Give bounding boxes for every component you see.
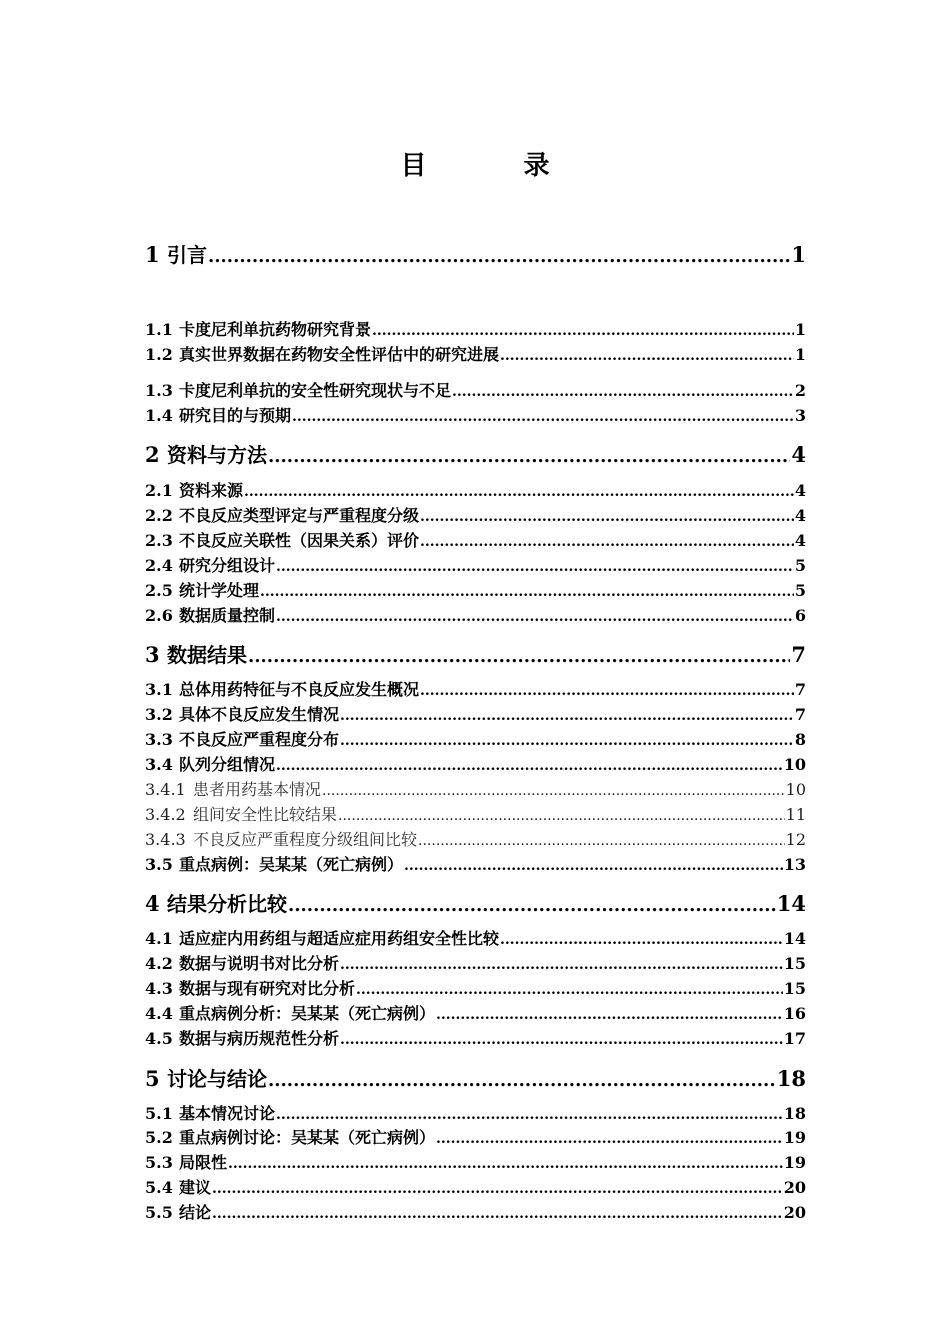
toc-entry-number: 4.5: [145, 1029, 173, 1048]
toc-entry-page: 2: [794, 381, 806, 400]
toc-entry-page: 5: [794, 556, 806, 575]
toc-entry-page: 14: [783, 929, 806, 948]
toc-entry-number: 3.1: [145, 680, 173, 699]
toc-entry-page: 8: [794, 730, 806, 749]
toc-dot-leader: [404, 858, 783, 875]
toc-entry-number: 1.1: [145, 320, 173, 339]
toc-entry[interactable]: [145, 780, 806, 800]
toc-entry-number: 2: [145, 442, 160, 467]
toc-entry-page: 12: [785, 830, 806, 849]
toc-entry-number: 3.4.3: [145, 830, 186, 849]
toc-entry-number: 3.4.1: [145, 780, 186, 799]
toc-entry-title: 重点病例讨论：吴某某（死亡病例）: [179, 1128, 436, 1147]
toc-entry-title: 建议: [179, 1178, 212, 1197]
toc-entry-page: 4: [794, 506, 806, 525]
toc-entry-title: 数据与病历规范性分析: [179, 1029, 340, 1048]
toc-entry[interactable]: [145, 345, 806, 365]
toc-dot-leader: [292, 409, 794, 426]
toc-entry[interactable]: [145, 1104, 806, 1124]
toc-entry-title: 数据与说明书对比分析: [179, 954, 340, 973]
toc-entry-title: 引言: [167, 243, 207, 267]
toc-entry-title: 统计学处理: [179, 581, 260, 600]
toc-entry-number: 5.5: [145, 1203, 173, 1222]
toc-dot-leader: [356, 982, 783, 999]
toc-entry-page: 13: [783, 855, 806, 874]
toc-entry[interactable]: [145, 481, 806, 501]
toc-entry-number: 3.5: [145, 855, 173, 874]
toc-entry-page: 18: [783, 1104, 806, 1123]
toc-entry-page: 15: [783, 979, 806, 998]
toc-entry[interactable]: [145, 1128, 806, 1148]
toc-dot-leader: [276, 559, 794, 576]
toc-dot-leader: [452, 384, 794, 401]
toc-dot-leader: [420, 509, 794, 526]
toc-entry-number: 2.1: [145, 481, 173, 500]
toc-entry-number: 4.4: [145, 1004, 173, 1023]
toc-entry-number: 2.6: [145, 606, 173, 625]
toc-entry[interactable]: [145, 929, 806, 949]
toc-dot-leader: [500, 932, 783, 949]
toc-dot-leader: [340, 708, 794, 725]
toc-entry-title: 真实世界数据在药物安全性评估中的研究进展: [179, 345, 500, 364]
toc-entry-title: 重点病例分析：吴某某（死亡病例）: [179, 1004, 436, 1023]
toc-dot-leader: [500, 348, 794, 365]
toc-entry[interactable]: [145, 556, 806, 576]
toc-entry-page: 7: [791, 642, 806, 667]
toc-entry-number: 3.3: [145, 730, 173, 749]
toc-entry-page: 19: [783, 1153, 806, 1172]
toc-dot-leader: [276, 1107, 783, 1124]
toc-entry-page: 10: [785, 780, 806, 799]
toc-entry-title: 组间安全性比较结果: [193, 805, 338, 824]
toc-dot-leader: [260, 584, 794, 601]
toc-entry-page: 6: [794, 606, 806, 625]
toc-dot-leader: [212, 1206, 783, 1223]
toc-entry-title: 研究目的与预期: [179, 406, 292, 425]
toc-dot-leader: [212, 1181, 783, 1198]
toc-entry[interactable]: [145, 855, 806, 875]
toc-entry-number: 4: [145, 891, 160, 916]
toc-entry-title: 队列分组情况: [179, 755, 276, 774]
toc-entry[interactable]: [145, 642, 806, 668]
toc-entry-title: 局限性: [179, 1153, 228, 1172]
toc-entry[interactable]: [145, 830, 806, 850]
toc-entry-title: 具体不良反应发生情况: [179, 705, 340, 724]
toc-entry-title: 患者用药基本情况: [193, 780, 322, 799]
toc-entry[interactable]: [145, 755, 806, 775]
toc-entry-page: 15: [783, 954, 806, 973]
toc-entry-title: 卡度尼利单抗药物研究背景: [179, 320, 372, 339]
toc-dot-leader: [436, 1007, 783, 1024]
toc-entry[interactable]: [145, 954, 806, 974]
toc-dot-leader: [436, 1131, 783, 1148]
toc-entry-title: 讨论与结论: [167, 1067, 267, 1091]
toc-entry-page: 4: [794, 531, 806, 550]
toc-entry-page: 11: [785, 805, 806, 824]
toc-entry[interactable]: [145, 242, 806, 268]
toc-entry-number: 1.3: [145, 381, 173, 400]
toc-dot-leader: [418, 833, 785, 850]
toc-entry[interactable]: [145, 381, 806, 401]
toc-entry[interactable]: [145, 705, 806, 725]
toc-dot-leader: [338, 808, 785, 825]
toc-entry-number: 4.3: [145, 979, 173, 998]
toc-entry-number: 5: [145, 1066, 160, 1091]
toc-entry-number: 2.4: [145, 556, 173, 575]
toc-dot-leader: [420, 534, 794, 551]
toc-entry-title: 结果分析比较: [167, 892, 287, 916]
toc-entry-page: 10: [783, 755, 806, 774]
toc-entry-page: 4: [791, 442, 806, 467]
toc-dot-leader: [276, 609, 794, 626]
toc-entry[interactable]: [145, 680, 806, 700]
toc-dot-leader: [340, 1032, 783, 1049]
toc-entry-number: 3: [145, 642, 160, 667]
toc-dot-leader: [268, 1070, 776, 1092]
toc-entry[interactable]: [145, 1029, 806, 1049]
toc-entry-page: 19: [783, 1128, 806, 1147]
toc-entry[interactable]: [145, 506, 806, 526]
toc-entry-title: 卡度尼利单抗的安全性研究现状与不足: [179, 381, 452, 400]
toc-entry-number: 4.1: [145, 929, 173, 948]
toc-entry[interactable]: [145, 406, 806, 426]
toc-entry-title: 研究分组设计: [179, 556, 276, 575]
toc-entry[interactable]: [145, 531, 806, 551]
toc-entry-page: 1: [794, 345, 806, 364]
toc-entry-number: 1.4: [145, 406, 173, 425]
toc-dot-leader: [268, 446, 790, 468]
toc-dot-leader: [420, 683, 794, 700]
toc-entry-number: 4.2: [145, 954, 173, 973]
toc-entry-page: 14: [776, 891, 806, 916]
toc-entry-title: 重点病例：吴某某（死亡病例）: [179, 855, 404, 874]
toc-entry[interactable]: [145, 979, 806, 999]
toc-entry-number: 1: [145, 242, 160, 267]
toc-entry[interactable]: [145, 1203, 806, 1223]
toc-entry[interactable]: [145, 1066, 806, 1092]
toc-entry-page: 4: [794, 481, 806, 500]
toc-entry-title: 不良反应严重程度分布: [179, 730, 340, 749]
toc-entry[interactable]: [145, 1004, 806, 1024]
toc-dot-leader: [208, 246, 790, 268]
toc-dot-leader: [372, 323, 794, 340]
toc-entry-title: 总体用药特征与不良反应发生概况: [179, 680, 420, 699]
toc-entry-page: 20: [783, 1178, 806, 1197]
toc-entry[interactable]: [145, 730, 806, 750]
toc-dot-leader: [244, 484, 794, 501]
toc-entry-page: 7: [794, 680, 806, 699]
toc-entry-page: 20: [783, 1203, 806, 1222]
toc-entry-title: 数据结果: [167, 643, 247, 667]
toc-entry-page: 7: [794, 705, 806, 724]
toc-entry-page: 18: [776, 1066, 806, 1091]
toc-entry-number: 2.3: [145, 531, 173, 550]
toc-entry-page: 3: [794, 406, 806, 425]
toc-dot-leader: [228, 1156, 783, 1173]
toc-dot-leader: [340, 733, 794, 750]
toc-entry-page: 17: [783, 1029, 806, 1048]
toc-dot-leader: [248, 646, 790, 668]
toc-entry-number: 5.1: [145, 1104, 173, 1123]
toc-entry-title: 结论: [179, 1203, 212, 1222]
toc-dot-leader: [288, 895, 776, 917]
toc-entry-title: 资料与方法: [167, 443, 267, 467]
toc-dot-leader: [276, 758, 783, 775]
toc-entry-title: 数据与现有研究对比分析: [179, 979, 356, 998]
toc-entry[interactable]: [145, 891, 806, 917]
toc-entry-number: 2.2: [145, 506, 173, 525]
toc-entry-number: 5.3: [145, 1153, 173, 1172]
toc-entry[interactable]: [145, 320, 806, 340]
toc-entry-title: 不良反应严重程度分级组间比较: [193, 830, 418, 849]
toc-entry-number: 1.2: [145, 345, 173, 364]
toc-entry-page: 16: [783, 1004, 806, 1023]
toc-entry[interactable]: [145, 606, 806, 626]
toc-entry-title: 基本情况讨论: [179, 1104, 276, 1123]
toc-entry-title: 适应症内用药组与超适应症用药组安全性比较: [179, 929, 500, 948]
toc-entry-page: 5: [794, 581, 806, 600]
toc-entry[interactable]: [145, 442, 806, 468]
toc-entry[interactable]: [145, 1153, 806, 1173]
toc-entry-number: 3.4: [145, 755, 173, 774]
toc-dot-leader: [322, 783, 785, 800]
toc-entry-page: 1: [791, 242, 806, 267]
toc-entry-number: 3.2: [145, 705, 173, 724]
toc-entry-number: 3.4.2: [145, 805, 186, 824]
toc-entry-page: 1: [794, 320, 806, 339]
toc-entry-title: 不良反应关联性（因果关系）评价: [179, 531, 420, 550]
toc-entry[interactable]: [145, 581, 806, 601]
toc-entry[interactable]: [145, 805, 806, 825]
toc-entry-number: 5.4: [145, 1178, 173, 1197]
toc-entry-number: 2.5: [145, 581, 173, 600]
toc-entry-title: 不良反应类型评定与严重程度分级: [179, 506, 420, 525]
toc-entry[interactable]: [145, 1178, 806, 1198]
page-title: 目 录: [400, 151, 594, 181]
toc-dot-leader: [340, 957, 783, 974]
toc-entry-title: 数据质量控制: [179, 606, 276, 625]
toc-entry-number: 5.2: [145, 1128, 173, 1147]
toc-entry-title: 资料来源: [179, 481, 244, 500]
